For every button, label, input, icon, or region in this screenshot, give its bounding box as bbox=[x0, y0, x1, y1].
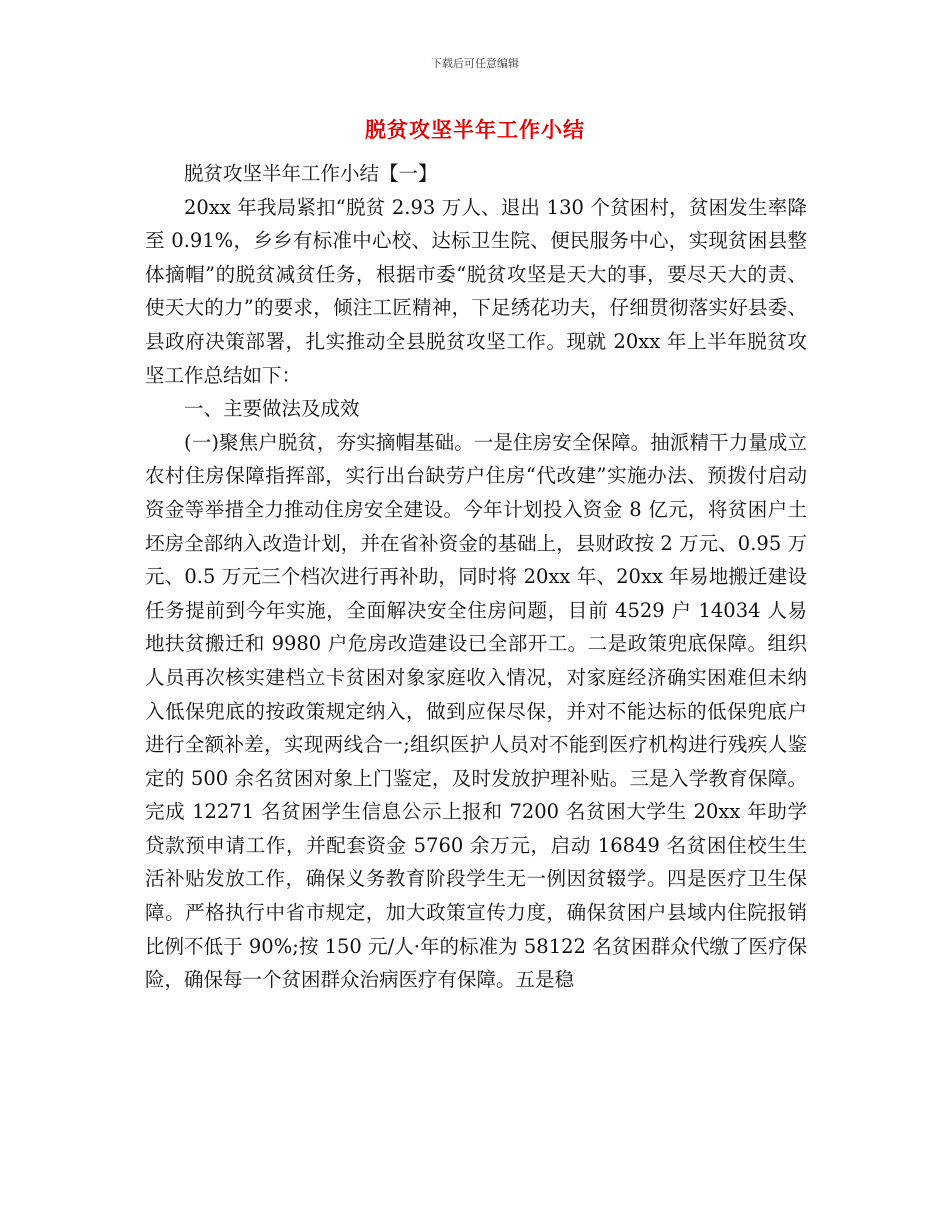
document-body bbox=[145, 157, 807, 997]
section-heading: 脱贫攻坚半年工作小结【一】 bbox=[184, 162, 438, 185]
subheading-main-practices: 一、主要做法及成效 bbox=[184, 397, 360, 421]
header-note: 下载后可任意编辑 bbox=[431, 57, 519, 70]
document-title: 脱贫攻坚半年工作小结 bbox=[365, 118, 585, 142]
body-paragraph: (一)聚焦户脱贫，夯实摘帽基础。一是住房安全保障。抽派精干力量成立农村住房保障指挥部，实行出台缺劳户住房“代改建”实施办法、预拨付启动资金等举措全力推动住房安全建设。今年计划投入资金 8 亿元，将贫困户土坯房全部纳入改造计划，并在省补资金的基础上，县财政按 2 万元、0.95 万元、0.5 万元三个档次进行再补助，同时将 20xx 年、20xx 年易地搬迁建设任务提前到今年实施，全面解决安全住房问题，目前 4529 户 14034 人易地扶贫搬迁和 9980 户危房改造建设已全部开工。二是政策兜底保障。组织人员再次核实建档立卡贫困对象家庭收入情况，对家庭经济确实困难但未纳入低保兜底的按政策规定纳入，做到应保尽保，并对不能达标的低保兜底户进行全额补差，实现两线合一;组织医护人员对不能到医疗机构进行残疾人鉴定的 500 余名贫困对象上门鉴定，及时发放护理补贴。三是入学教育保障。完成 12271 名贫困学生信息公示上报和 7200 名贫困大学生 20xx 年助学贷款预申请工作，并配套资金 5760 余万元，启动 16849 名贫困住校生生活补贴发放工作，确保义务教育阶段学生无一例因贫辍学。四是医疗卫生保障。严格执行中省市规定，加大政策宣传力度，确保贫困户县域内住院报销比例不低于 90%;按 150 元/人·年的标准为 58122 名贫困群众代缴了医疗保险，确保每一个贫困群众治病医疗有保障。五是稳 bbox=[145, 430, 807, 992]
intro-paragraph: 20xx 年我局紧扣“脱贫 2.93 万人、退出 130 个贫困村，贫困发生率降至 0.91%，乡乡有标准中心校、达标卫生院、便民服务中心，实现贫困县整体摘帽”的脱贫减贫任务，根据市委“脱贫攻坚是天大的事，要尽天大的责、使天大的力”的要求，倾注工匠精神，下足绣花功夫，仔细贯彻落实好县委、县政府决策部署，扎实推动全县脱贫攻坚工作。现就 20xx 年上半年脱贫攻坚工作总结如下： bbox=[145, 195, 807, 387]
